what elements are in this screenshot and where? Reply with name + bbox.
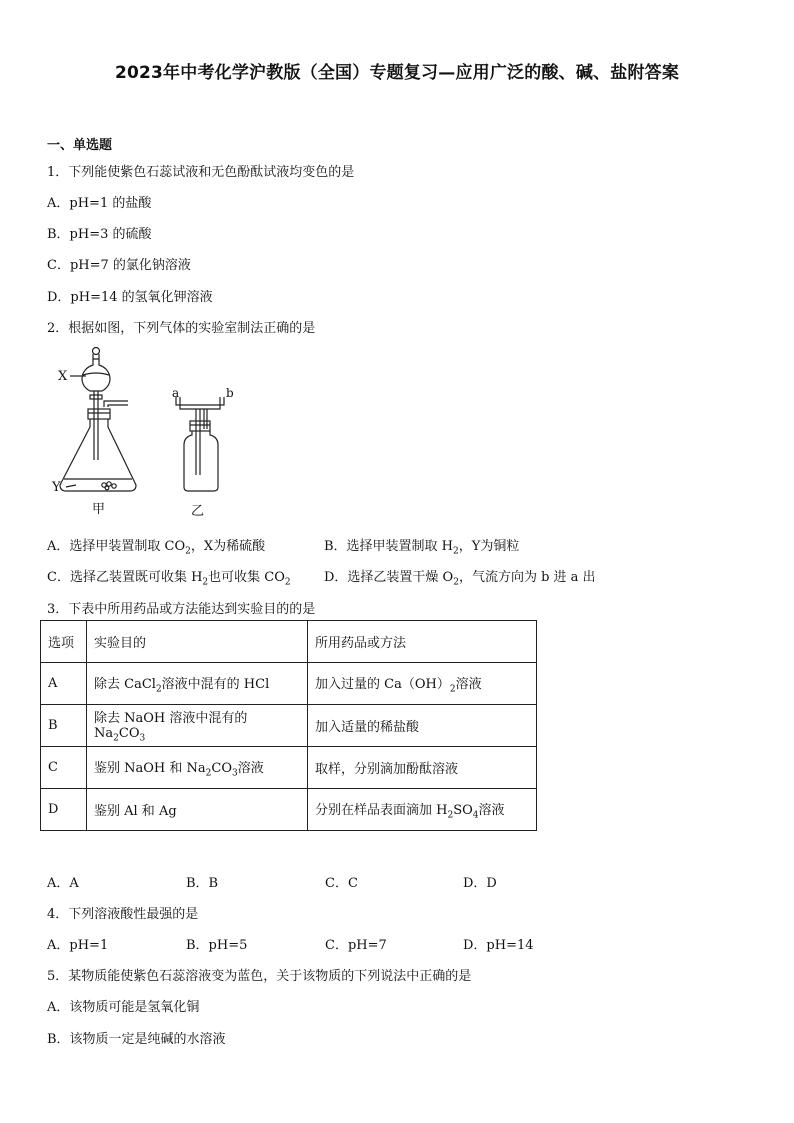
table-header-cell: 实验目的 [87, 621, 308, 663]
table-row [41, 663, 537, 705]
table-row [41, 705, 537, 747]
label-yi: 乙 [191, 504, 205, 519]
question-3-table [40, 620, 537, 831]
table-cell-goal: 除去 CaCl$_2$溶液中混有的 HCl [87, 663, 308, 705]
question-1-option-a: A．pH=1 的盐酸 [47, 196, 152, 211]
question-4-option-d: D．pH=14 [463, 938, 534, 953]
question-3-option-c: C．C [325, 876, 358, 891]
section-heading: 一、单选题 [47, 138, 113, 153]
table-cell-option: B [41, 705, 87, 747]
table-header-row [41, 621, 537, 663]
table-cell-option: C [41, 747, 87, 789]
label-y: Y [52, 480, 61, 495]
table-cell-goal: 鉴别 Al 和 Ag [87, 789, 308, 831]
table-cell-option: A [41, 663, 87, 705]
table-header-cell: 选项 [41, 621, 87, 663]
question-2-option-d: D．选择乙装置干燥 $O_2$，气流方向为 b 进 a 出 [324, 570, 596, 588]
question-2-option-a: A．选择甲装置制取 $CO_2$，X为稀硫酸 [47, 539, 266, 557]
table-cell-goal: 除去 NaOH 溶液中混有的 $Na_2CO_3$ [87, 705, 308, 747]
label-x: X [58, 369, 68, 384]
label-jia: 甲 [92, 502, 106, 517]
question-1-stem: 1．下列能使紫色石蕊试液和无色酚酞试液均变色的是 [47, 165, 355, 180]
table-row [41, 747, 537, 789]
page-title: 2023年中考化学沪教版（全国）专题复习—应用广泛的酸、碱、盐附答案 [114, 63, 680, 83]
question-4-stem: 4．下列溶液酸性最强的是 [47, 907, 199, 922]
label-a: a [172, 386, 180, 400]
question-4-option-a: A．pH=1 [47, 938, 109, 953]
question-5-option-b: B．该物质一定是纯碱的水溶液 [47, 1032, 226, 1047]
question-1-option-d: D．pH=14 的氢氧化钾溶液 [47, 290, 213, 305]
question-5-stem: 5．某物质能使紫色石蕊溶液变为蓝色，关于该物质的下列说法中正确的是 [47, 969, 472, 984]
table-cell-method: 加入过量的 $Ca(OH)_2$溶液 [308, 663, 537, 705]
question-4-option-c: C．pH=7 [325, 938, 387, 953]
table-cell-goal: 鉴别 NaOH 和 $Na_2CO_3$溶液 [87, 747, 308, 789]
apparatus-figure [50, 345, 260, 525]
table-row [41, 789, 537, 831]
question-3-option-b: B．B [186, 876, 219, 891]
label-b: b [226, 386, 234, 400]
question-4-option-b: B．pH=5 [186, 938, 248, 953]
table-cell-method: 取样，分别滴加酚酞溶液 [308, 747, 537, 789]
question-2-option-c: C．选择乙装置既可收集 $H_2$也可收集 $CO_2$ [47, 570, 291, 588]
question-2-option-b: B．选择甲装置制取 $H_2$，Y为铜粒 [324, 539, 520, 557]
table-cell-method: 加入适量的稀盐酸 [308, 705, 537, 747]
table-header-cell: 所用药品或方法 [308, 621, 537, 663]
question-1-option-c: C．pH=7 的氯化钠溶液 [47, 258, 191, 273]
question-5-option-a: A．该物质可能是氢氧化铜 [47, 1000, 200, 1015]
question-3-option-a: A．A [47, 876, 79, 891]
table-cell-method: 分别在样品表面滴加 $H_2SO_4$溶液 [308, 789, 537, 831]
question-2-stem: 2．根据如图，下列气体的实验室制法正确的是 [47, 321, 316, 336]
question-1-option-b: B．pH=3 的硫酸 [47, 227, 152, 242]
table-cell-option: D [41, 789, 87, 831]
question-3-option-d: D．D [463, 876, 497, 891]
question-3-stem: 3．下表中所用药品或方法能达到实验目的的是 [47, 602, 316, 617]
